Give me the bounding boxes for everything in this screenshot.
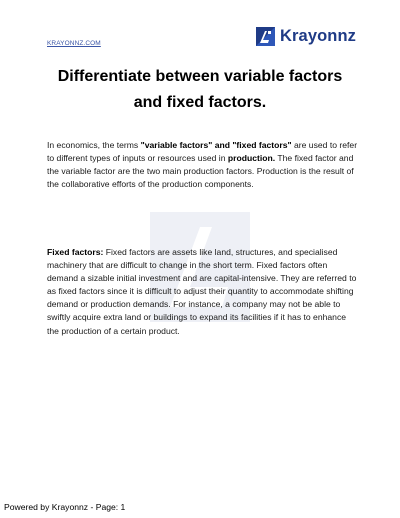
text-run: Fixed factors are assets like land, structures, and specialised machinery that are difficult to change in the short term. Fixed factors often demand a sizable initial investment and are capital-intensive. They are referred to as fixed factors since it is difficult to adjust their quantity to accommodate shifting demand or production demands. For instance, a company may not be able to swiftly acquire extra land or buildings to expand its facilities if it has to enhance the production of a certain product. [47,247,357,336]
bold-run: production. [227,153,276,164]
title-line-1: Differentiate between variable factors [57,68,343,85]
text-run: are used to refer to different types of inputs or resources used in [47,140,358,164]
intro-paragraph [47,139,359,191]
brand-name: Krayonnz [280,26,356,45]
text-run: In economics, the terms [47,140,141,150]
title-line-2: and fixed factors. [133,94,267,111]
site-link[interactable]: KRAYONNZ.COM [47,40,101,47]
brand-logo[interactable] [256,25,356,47]
fixed-factors-paragraph [47,246,359,338]
page-footer: Powered by Krayonnz - Page: 1 [4,502,126,512]
bold-run: Fixed factors: [47,247,104,257]
text-run: The fixed factor and the variable factor are the two main production factors. Production is the result of the collaborative efforts of the production components. [47,153,354,190]
krayonnz-logo-icon [256,27,275,46]
document-title [20,64,380,116]
bold-run: "variable factors" and "fixed factors" [140,140,292,150]
